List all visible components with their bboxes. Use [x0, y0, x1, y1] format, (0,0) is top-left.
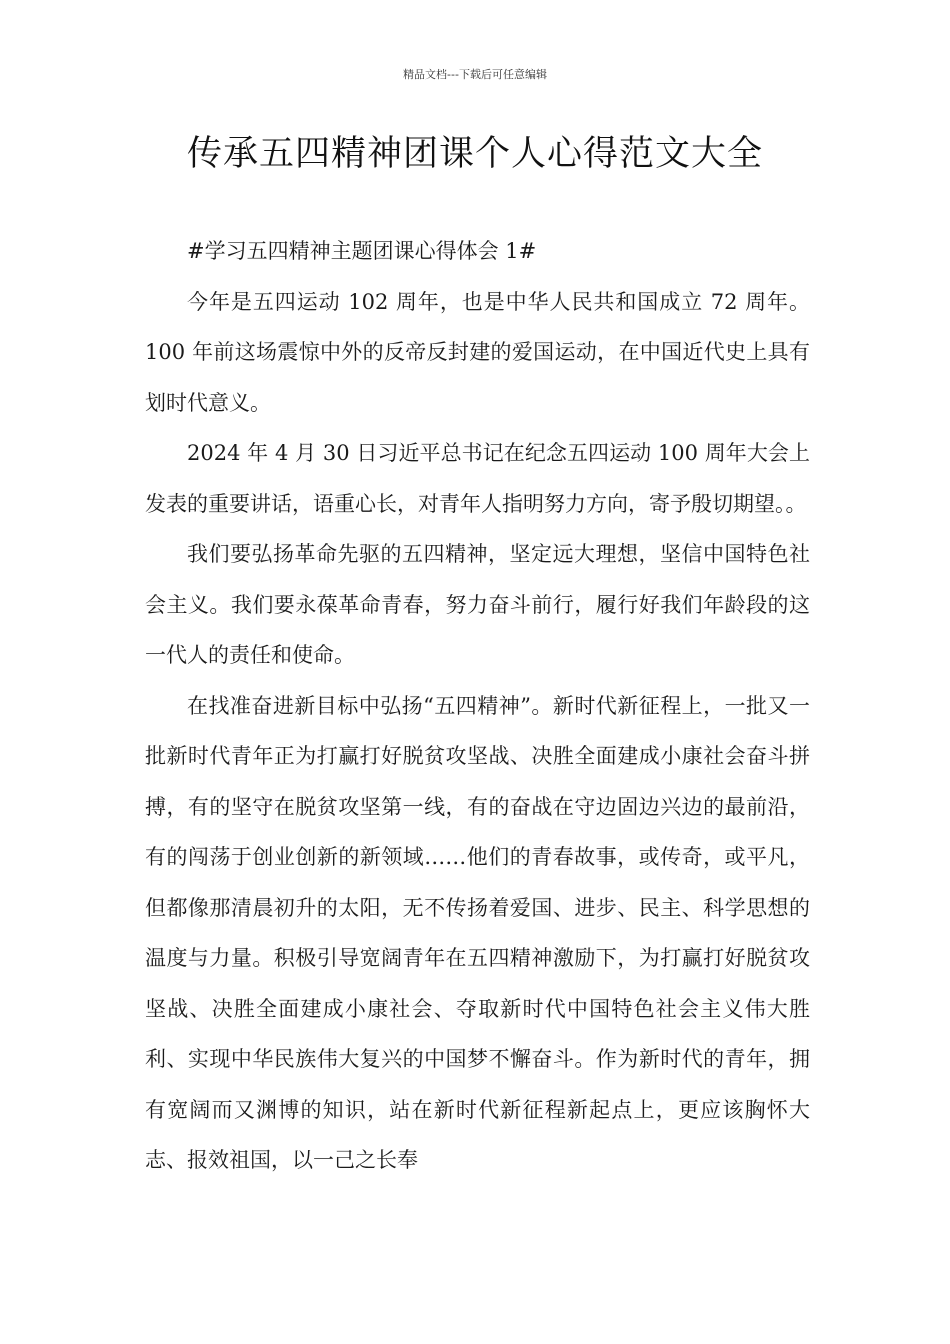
- paragraph-2: 2024 年 4 月 30 日习近平总书记在纪念五四运动 100 周年大会上发表的重要讲话，语重心长，对青年人指明努力方向，寄予殷切期望。。: [145, 441, 810, 516]
- paragraph-3: 我们要弘扬革命先驱的五四精神，坚定远大理想，坚信中国特色社会主义。我们要永葆革命青春，努力奋斗前行，履行好我们年龄段的这一代人的责任和使命。: [145, 542, 810, 667]
- section-subheading: #学习五四精神主题团课心得体会 1#: [187, 239, 537, 263]
- document-body: [145, 226, 810, 1186]
- paragraph-1: 今年是五四运动 102 周年，也是中华人民共和国成立 72 周年。100 年前这场震惊中外的反帝反封建的爱国运动，在中国近代史上具有划时代意义。: [145, 289, 810, 415]
- paragraph-4: 在找准奋进新目标中弘扬“五四精神”。新时代新征程上，一批又一批新时代青年正为打赢打好脱贫攻坚战、决胜全面建成小康社会奋斗拼搏，有的坚守在脱贫攻坚第一线，有的奋战在守边固边兴边的最前沿，有的闯荡于创业创新的新领域……他们的青春故事，或传奇，或平凡，但都像那清晨初升的太阳，无不传扬着爱国、进步、民主、科学思想的温度与力量。积极引导宽阔青年在五四精神激励下，为打赢打好脱贫攻坚战、决胜全面建成小康社会、夺取新时代中国特色社会主义伟大胜利、实现中华民族伟大复兴的中国梦不懈奋斗。作为新时代的青年，拥有宽阔而又渊博的知识，站在新时代新征程新起点上，更应该胸怀大志、报效祖国，以一己之长奉: [145, 693, 810, 1172]
- page-title: 传承五四精神团课个人心得范文大全: [186, 134, 763, 174]
- header-note: 精品文档---下载后可任意编辑: [403, 68, 547, 81]
